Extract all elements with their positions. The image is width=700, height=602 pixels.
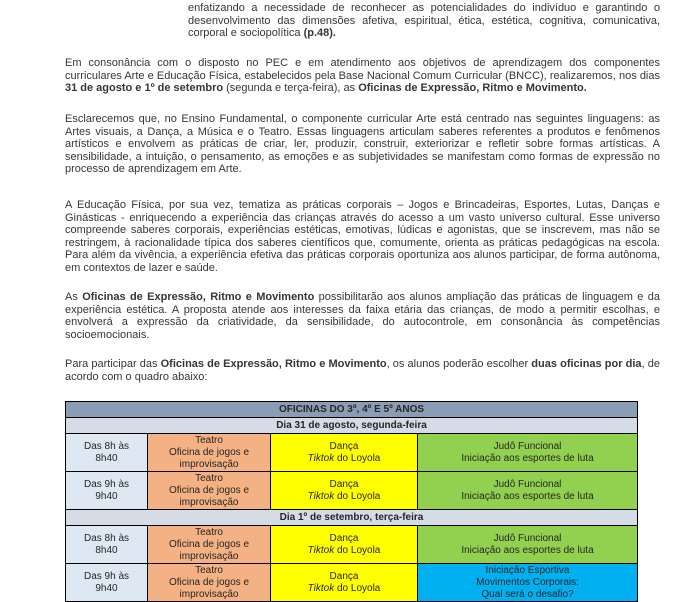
cell-line [68,441,145,453]
table-row [66,402,638,418]
text-run: Movimentos Corporais: [476,576,579,588]
day-header: Dia 31 de agosto, segunda-feira [66,418,638,434]
paragraph-pec [65,57,660,95]
text-run: , de acordo com o quadro abaixo: [65,358,660,383]
time-cell [66,434,148,472]
activity-cell [271,564,418,602]
cell-line [420,565,635,577]
text-run: Iniciação aos esportes de luta [461,490,594,502]
table-row [66,472,638,510]
cell-line [273,491,415,503]
text-run: Das 8h às [83,440,130,452]
cell-line [150,577,268,601]
text-run: Das 9h às [83,570,130,582]
cell-line [273,479,415,491]
cell-line [150,539,268,563]
text-run: Teatro [195,564,223,576]
cell-line [150,527,268,539]
text-run: duas oficinas por dia [531,358,642,370]
text-run: Dança [329,478,359,490]
table-row [66,510,638,526]
text-run: Oficina de jogos e improvisação [168,484,250,508]
cell-line [68,479,145,491]
text-run: Dança [329,440,359,452]
cell-line [68,583,145,595]
cell-line [420,533,635,545]
cell-line [273,453,415,465]
text-run: Oficina de jogos e improvisação [168,538,250,562]
text-run: Oficinas de Expressão, Ritmo e Movimento [160,358,387,370]
text-run: Teatro [195,434,223,446]
text-run: Tiktok [307,544,335,556]
time-cell [66,472,148,510]
text-run: do Loyola [334,582,381,594]
text-run: 9h40 [95,490,118,502]
table-row [66,564,638,602]
day-header: Dia 1º de setembro, terça-feira [66,510,638,526]
text-run: Judô Funcional [493,532,562,544]
cell-line [420,545,635,557]
cell-line [420,577,635,589]
activity-cell [271,434,418,472]
text-run: Dança [329,532,359,544]
text-run: Teatro [195,472,223,484]
activity-cell [148,472,271,510]
cell-line [273,583,415,595]
text-run: Iniciação aos esportes de luta [461,544,594,556]
activity-cell [418,434,638,472]
cell-line [273,545,415,557]
text-run: 8h40 [95,544,118,556]
text-run: 9h40 [95,582,118,594]
activity-cell [271,526,418,564]
time-cell [66,564,148,602]
text-run: possibilitarão aos alunos ampliação das práticas de linguagem e da experiência estética. A proposta atende aos interesses da faixa etária das crianças, de modo a permitir escolhas, e envolverá a expressão da criatividade, da sensibilidade, do autocontrole, em consonância às competências socioemocionais. [65,291,660,341]
cell-line [150,485,268,509]
cell-line [150,447,268,471]
time-cell [66,526,148,564]
cell-line [273,441,415,453]
text-run: , os alunos poderão escolher [386,358,532,370]
text-run: Oficinas de Expressão, Ritmo e Movimento. [358,82,587,95]
text-run: Judô Funcional [493,478,562,490]
text-run: Oficinas de Expressão, Ritmo e Movimento [82,291,315,303]
text-run: do Loyola [334,452,381,464]
cell-line [68,491,145,503]
text-run: Oficina de jogos e improvisação [168,576,250,600]
text-run: Teatro [195,526,223,538]
cell-line [420,453,635,465]
cell-line [420,479,635,491]
activity-cell [418,564,638,602]
cell-line [68,453,145,465]
block-quote [188,2,660,40]
text-run: Judô Funcional [493,440,562,452]
activity-cell [148,564,271,602]
cell-line [273,533,415,545]
text-run: Qual será o desafio? [481,588,574,600]
text-run: Dança [329,570,359,582]
text-run: (segunda e terça-feira), as [223,82,359,95]
schedule-table [65,401,638,602]
text-run: A Educação Física, por sua vez, tematiza as práticas corporais – Jogos e Brincadeiras, Esportes, Lutas, Danças e Ginásticas - enriquecendo a experiência das crianças através do acesso a um vasto universo cultural. Esse universo compreende saberes corporais, experiências estéticas, emotivas, lúdicas e agonistas, que se inscrevem, mas não se restringem, à racionalidade típica dos saberes científicos que, comumente, orienta as práticas pedagógicas na escola. Para além da vivência, a experiência efetiva das práticas corporais oportuniza aos alunos participar, de forma autônoma, em contextos de lazer e saúde. [65,199,660,274]
text-run: Tiktok [307,452,335,464]
paragraph-oficinas [65,291,660,341]
activity-cell [418,472,638,510]
activity-cell [418,526,638,564]
text-run: Das 8h às [83,532,130,544]
paragraph-participar [65,358,660,383]
text-run: Tiktok [307,582,335,594]
cell-line [420,491,635,503]
activity-cell [148,526,271,564]
cell-line [150,435,268,447]
text-run: Iniciação aos esportes de luta [461,452,594,464]
cell-line [273,571,415,583]
paragraph-educacao-fisica [65,199,660,275]
text-run: As [65,291,83,303]
paragraph-arte [65,113,660,176]
activity-cell [148,434,271,472]
text-run: Iniciação Esportiva [485,564,570,576]
text-run: enfatizando a necessidade de reconhecer as potencialidades do indivíduo e garantindo o desenvolvimento das dimensões afetiva, espiritual, ética, estética, cognitiva, comunicativa, corporal e sociopolítica [188,2,660,40]
text-run: Oficina de jogos e improvisação [168,446,250,470]
table-title: OFICINAS DO 3º, 4º E 5º ANOS [66,402,638,418]
text-run: (p.48). [303,27,336,40]
text-run: Para participar das [65,358,161,370]
text-run: 8h40 [95,452,118,464]
table-row [66,526,638,564]
schedule-body [66,402,638,602]
text-run: Tiktok [307,490,335,502]
text-run: Esclarecemos que, no Ensino Fundamental, o componente curricular Arte está centrado nas seguintes linguagens: as Artes visuais, a Dança, a Música e o Teatro. Essas linguagens articulam saberes referentes a produtos e fenômenos artísticos e envolvem as práticas de criar, ler, produzir, construir, exteriorizar e refletir sobre formas artísticas. A sensibilidade, a intuição, o pensamento, as emoções e as subjetividades se manifestam como formas de expressão no processo de aprendizagem em Arte. [65,113,660,176]
text-run: Em consonância com o disposto no PEC e em atendimento aos objetivos de aprendizagem dos componentes curriculares Arte e Educação Física, estabelecidos pela Base Nacional Comum Curricular (BNCC), realizaremos, nos dias [65,57,660,82]
cell-line [68,545,145,557]
text-run: Das 9h às [83,478,130,490]
cell-line [420,589,635,601]
cell-line [420,441,635,453]
text-run: do Loyola [334,490,381,502]
cell-line [68,571,145,583]
text-run: do Loyola [334,544,381,556]
cell-line [150,565,268,577]
table-row [66,418,638,434]
text-run: 31 de agosto e 1º de setembro [65,82,224,95]
cell-line [150,473,268,485]
cell-line [68,533,145,545]
activity-cell [271,472,418,510]
table-row [66,434,638,472]
